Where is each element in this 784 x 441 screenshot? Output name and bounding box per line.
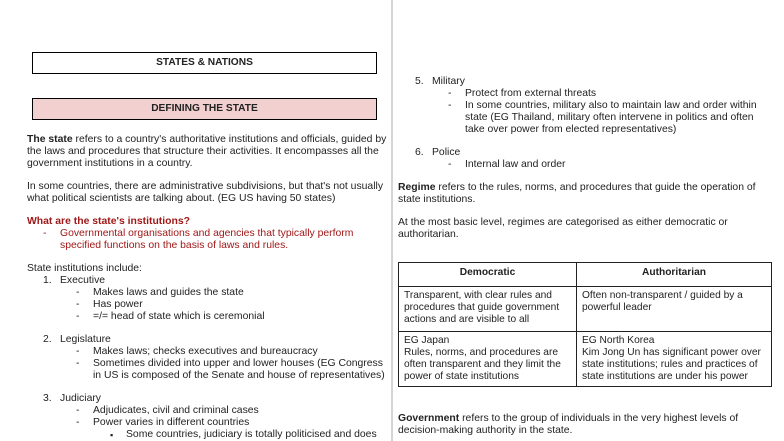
defining-state-heading-box [32,98,377,120]
regime-comparison-table [398,262,772,387]
legislature-heading: Legislature [60,334,111,345]
executive-dash-1: - [76,287,80,298]
subdivision-line-2: what political scientists are talking about. (EG US having 50 states) [27,193,336,204]
judiciary-heading: Judiciary [60,393,101,404]
legislature-dash-2: - [76,358,80,369]
executive-heading: Executive [60,275,106,286]
basic-level-line-2: authoritarian. [398,229,459,240]
right-document-page [394,0,784,441]
regime-term: Regime [398,182,436,193]
state-definition-line-2: the laws and procedures that structure their activities. It encompasses all the [27,146,379,157]
military-bullet-2-line-1: In some countries, military also to maintain law and order within [465,100,757,111]
military-dash-1: - [448,88,452,99]
judiciary-dash-1: - [76,405,80,416]
police-bullet-1: Internal law and order [465,159,566,170]
authoritarian-description: Kim Jong Un has significant power over state institutions; rules and practices of state institutions are under his power [582,347,761,382]
states-nations-title-box [32,52,377,74]
executive-dash-2: - [76,299,80,310]
executive-bullet-1: Makes laws and guides the state [93,287,244,298]
military-heading: Military [432,76,465,87]
regime-text: refers to the rules, norms, and procedures that guide the operation of [435,182,756,193]
page-divider [391,0,393,441]
military-number: 5. [415,76,424,87]
authoritarian-header: Authoritarian [577,263,772,287]
table-header-row [399,263,772,287]
basic-level-line-1: At the most basic level, regimes are categorised as either democratic or [398,217,728,228]
question-answer-line-2: specified functions on the basis of laws and rules. [60,240,289,251]
democratic-example: EG Japan [404,335,450,346]
question-answer-line-1: Governmental organisations and agencies that typically perform [60,228,354,239]
judiciary-sub-bullet: Some countries, judiciary is totally politicised and does [126,429,377,440]
military-bullet-2-line-2: state (EG Thailand, military often intervene in politics and often [465,112,754,123]
table-row [399,287,772,332]
judiciary-dash-2: - [76,417,80,428]
government-text: refers to the group of individuals in the very highest levels of [459,413,739,424]
judiciary-bullet-1: Adjudicates, civil and criminal cases [93,405,259,416]
legislature-bullet-2-line-2: in US is composed of the Senate and house of representatives) [93,370,385,381]
democratic-header: Democratic [399,263,577,287]
state-definition-line-3: government institutions in a country. [27,158,193,169]
table-row [399,332,772,387]
state-definition-line-1 [27,134,386,146]
legislature-bullet-1: Makes laws; checks executives and bureaucracy [93,346,318,357]
institutions-question: What are the state's institutions? [27,216,190,227]
legislature-dash-1: - [76,346,80,357]
government-line-2: decision-making authority in the state. [398,425,573,436]
state-definition-text: refers to a country's authoritative institutions and officials, guided by [72,134,387,145]
police-number: 6. [415,147,424,158]
authoritarian-cell-2 [577,332,772,387]
democratic-description: Rules, norms, and procedures are often transparent and they limit the power of state institutions [404,347,561,382]
military-bullet-1: Protect from external threats [465,88,597,99]
include-label: State institutions include: [27,263,142,274]
authoritarian-cell-1: Often non-transparent / guided by a powerful leader [577,287,772,332]
authoritarian-example: EG North Korea [582,335,655,346]
military-bullet-2-line-3: take over power from elected representatives) [465,124,677,135]
regime-line-1 [398,182,756,194]
government-term: Government [398,413,460,424]
executive-dash-3: - [76,311,80,322]
police-heading: Police [432,147,461,158]
legislature-bullet-2-line-1: Sometimes divided into upper and lower houses (EG Congress [93,358,383,369]
democratic-cell-1: Transparent, with clear rules and procedures that guide government actions and are visible to all [399,287,577,332]
judiciary-bullet-2: Power varies in different countries [93,417,250,428]
democratic-cell-2 [399,332,577,387]
military-dash-2: - [448,100,452,111]
executive-number: 1. [43,275,52,286]
government-line-1 [398,413,738,425]
subdivision-line-1: In some countries, there are administrative subdivisions, but that's not usually [27,181,384,192]
regime-line-2: state institutions. [398,194,476,205]
state-term: The state [27,134,73,145]
legislature-number: 2. [43,334,52,345]
police-dash-1: - [448,159,452,170]
states-nations-title: STATES & NATIONS [156,57,253,68]
executive-bullet-2: Has power [93,299,143,310]
defining-state-heading: DEFINING THE STATE [151,103,258,114]
question-dash: - [43,228,47,239]
judiciary-number: 3. [43,393,52,404]
executive-bullet-3: =/= head of state which is ceremonial [93,311,265,322]
judiciary-sub-bullet-icon: ▪ [110,430,114,440]
